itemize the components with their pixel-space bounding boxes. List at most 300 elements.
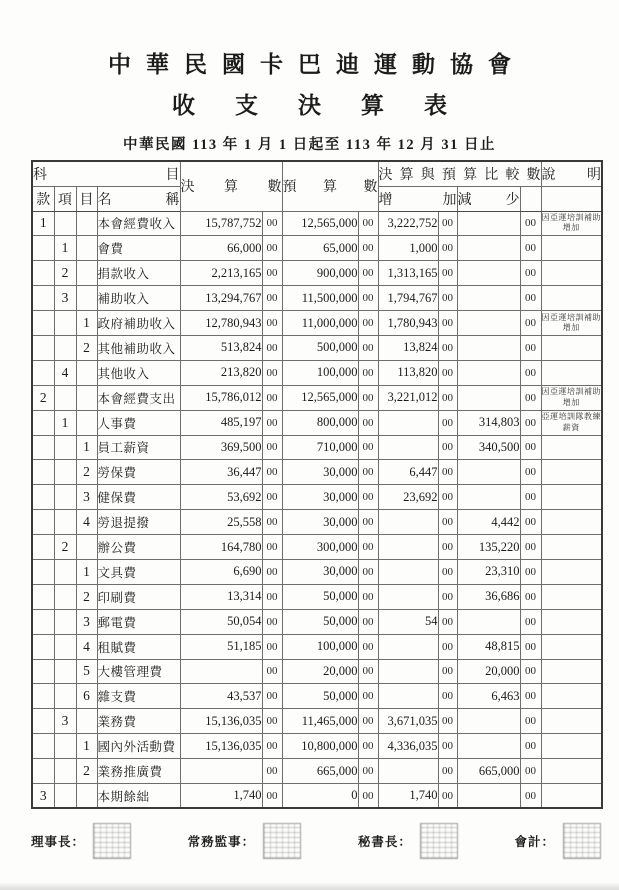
cell-decrease-amount [457, 734, 520, 759]
cell-final-cents: 00 [262, 510, 282, 535]
cell-decrease-cents: 00 [520, 609, 541, 634]
cell-kuan [32, 609, 54, 634]
cell-item-name: 業務推廣費 [97, 759, 180, 784]
cell-mu: 1 [76, 734, 97, 759]
cell-kuan [32, 510, 54, 535]
cell-increase-cents: 00 [438, 286, 457, 311]
cell-xiang [54, 335, 76, 360]
cell-final-cents: 00 [262, 485, 282, 510]
cell-decrease-cents: 00 [520, 734, 541, 759]
cell-increase-amount [378, 759, 438, 784]
cell-budget-amount: 900,000 [282, 261, 358, 286]
cell-decrease-amount: 340,500 [457, 435, 520, 460]
table-row [32, 584, 602, 609]
cell-increase-amount: 113,820 [378, 360, 438, 385]
cell-item-name: 辦公費 [97, 535, 180, 560]
cell-increase-cents: 00 [438, 759, 457, 784]
cell-note [541, 261, 602, 286]
cell-decrease-cents: 00 [520, 410, 541, 435]
cell-decrease-cents: 00 [520, 485, 541, 510]
cell-final-cents: 00 [262, 584, 282, 609]
cell-item-name: 員工薪資 [97, 435, 180, 460]
cell-xiang [54, 759, 76, 784]
cell-decrease-amount: 135,220 [457, 535, 520, 560]
cell-decrease-cents: 00 [520, 311, 541, 336]
cell-budget-cents: 00 [358, 261, 378, 286]
cell-mu [76, 410, 97, 435]
cell-mu [76, 261, 97, 286]
cell-budget-cents: 00 [358, 410, 378, 435]
cell-item-name: 政府補助收入 [97, 311, 180, 336]
budget-table [31, 160, 603, 809]
cell-item-name: 其他補助收入 [97, 335, 180, 360]
cell-budget-amount: 65,000 [282, 236, 358, 261]
cell-note [541, 634, 602, 659]
cell-increase-amount [378, 584, 438, 609]
report-title: 收支決算表 [172, 93, 487, 118]
cell-kuan [32, 410, 54, 435]
cell-increase-amount [378, 659, 438, 684]
table-body [32, 211, 602, 808]
cell-item-name: 租賦費 [97, 634, 180, 659]
cell-increase-amount: 13,824 [378, 335, 438, 360]
cell-decrease-amount: 48,815 [457, 634, 520, 659]
cell-xiang [54, 783, 76, 808]
cell-kuan [32, 335, 54, 360]
header-kuan: 款 [32, 186, 54, 211]
cell-decrease-cents: 00 [520, 211, 541, 236]
cell-decrease-amount [457, 286, 520, 311]
cell-decrease-amount: 36,686 [457, 584, 520, 609]
cell-budget-cents: 00 [358, 584, 378, 609]
cell-final-amount [180, 759, 262, 784]
cell-note: 因亞運培訓補助增加 [541, 385, 602, 410]
cell-decrease-cents: 00 [520, 634, 541, 659]
cell-decrease-cents: 00 [520, 335, 541, 360]
cell-budget-amount: 665,000 [282, 759, 358, 784]
cell-decrease-amount: 20,000 [457, 659, 520, 684]
cell-xiang [54, 435, 76, 460]
cell-budget-amount: 30,000 [282, 510, 358, 535]
cell-note [541, 360, 602, 385]
cell-xiang [54, 460, 76, 485]
cell-budget-amount: 30,000 [282, 559, 358, 584]
cell-final-cents: 00 [262, 211, 282, 236]
cell-mu: 2 [76, 335, 97, 360]
table-row [32, 734, 602, 759]
cell-decrease-amount: 665,000 [457, 759, 520, 784]
cell-kuan [32, 709, 54, 734]
cell-budget-amount: 11,465,000 [282, 709, 358, 734]
cell-mu: 1 [76, 311, 97, 336]
cell-kuan [32, 360, 54, 385]
header-note-blank [541, 186, 602, 211]
cell-xiang: 2 [54, 535, 76, 560]
cell-final-amount: 36,447 [180, 460, 262, 485]
cell-decrease-amount [457, 783, 520, 808]
cell-note [541, 709, 602, 734]
cell-decrease-amount [457, 609, 520, 634]
cell-final-cents: 00 [262, 311, 282, 336]
cell-mu: 4 [76, 634, 97, 659]
cell-budget-amount: 10,800,000 [282, 734, 358, 759]
cell-decrease-amount [457, 360, 520, 385]
cell-xiang: 2 [54, 261, 76, 286]
cell-final-cents: 00 [262, 684, 282, 709]
cell-xiang [54, 510, 76, 535]
cell-budget-amount: 50,000 [282, 609, 358, 634]
table-row [32, 559, 602, 584]
cell-decrease-amount: 23,310 [457, 559, 520, 584]
cell-mu [76, 360, 97, 385]
cell-decrease-amount [457, 335, 520, 360]
cell-note [541, 609, 602, 634]
cell-note: 因亞運培訓補助增加 [541, 211, 602, 236]
cell-note: 因亞運培訓補助增加 [541, 311, 602, 336]
cell-item-name: 其他收入 [97, 360, 180, 385]
cell-final-amount: 15,136,035 [180, 709, 262, 734]
cell-decrease-cents: 00 [520, 659, 541, 684]
supervisor-label: 常務監事： [187, 835, 256, 850]
cell-xiang [54, 609, 76, 634]
cell-note [541, 535, 602, 560]
cell-final-cents: 00 [262, 535, 282, 560]
cell-budget-cents: 00 [358, 435, 378, 460]
cell-decrease-cents: 00 [520, 559, 541, 584]
cell-increase-amount [378, 435, 438, 460]
cell-decrease-amount [457, 460, 520, 485]
cell-kuan [32, 559, 54, 584]
cell-final-amount: 12,780,943 [180, 311, 262, 336]
cell-mu: 2 [76, 460, 97, 485]
cell-final-amount: 513,824 [180, 335, 262, 360]
cell-increase-amount [378, 684, 438, 709]
cell-xiang [54, 584, 76, 609]
cell-budget-amount: 11,000,000 [282, 311, 358, 336]
table-row [32, 360, 602, 385]
cell-budget-cents: 00 [358, 783, 378, 808]
cell-xiang [54, 659, 76, 684]
cell-item-name: 勞退提撥 [97, 510, 180, 535]
cell-budget-cents: 00 [358, 609, 378, 634]
cell-xiang [54, 684, 76, 709]
cell-decrease-amount [457, 311, 520, 336]
cell-note [541, 286, 602, 311]
cell-final-cents: 00 [262, 659, 282, 684]
cell-final-cents: 00 [262, 783, 282, 808]
table-row [32, 609, 602, 634]
cell-budget-cents: 00 [358, 510, 378, 535]
cell-note [541, 783, 602, 808]
cell-decrease-amount: 6,463 [457, 684, 520, 709]
seal-stamp [93, 823, 131, 859]
cell-increase-amount: 1,780,943 [378, 311, 438, 336]
cell-mu [76, 535, 97, 560]
cell-mu [76, 783, 97, 808]
cell-note: 亞運培訓隊教練薪資 [541, 410, 602, 435]
cell-increase-amount: 1,313,165 [378, 261, 438, 286]
cell-mu: 3 [76, 609, 97, 634]
cell-increase-amount [378, 510, 438, 535]
header-decrease: 減少 [457, 186, 520, 211]
cell-xiang [54, 634, 76, 659]
cell-final-cents: 00 [262, 609, 282, 634]
table-row [32, 261, 602, 286]
cell-decrease-amount: 314,803 [457, 410, 520, 435]
cell-note [541, 734, 602, 759]
cell-kuan [32, 435, 54, 460]
cell-decrease-amount [457, 236, 520, 261]
cell-increase-cents: 00 [438, 360, 457, 385]
cell-decrease-cents: 00 [520, 584, 541, 609]
table-header [32, 161, 602, 211]
table-row [32, 385, 602, 410]
cell-xiang [54, 211, 76, 236]
table-row [32, 759, 602, 784]
accountant-label: 會計： [514, 835, 555, 850]
cell-increase-amount [378, 410, 438, 435]
cell-kuan [32, 261, 54, 286]
cell-increase-cents: 00 [438, 410, 457, 435]
cell-increase-cents: 00 [438, 510, 457, 535]
cell-increase-amount [378, 634, 438, 659]
cell-kuan [32, 236, 54, 261]
cell-budget-amount: 100,000 [282, 360, 358, 385]
cell-increase-amount: 3,671,035 [378, 709, 438, 734]
cell-kuan: 2 [32, 385, 54, 410]
table-row [32, 634, 602, 659]
cell-item-name: 本期餘絀 [97, 783, 180, 808]
cell-kuan [32, 584, 54, 609]
cell-note [541, 435, 602, 460]
header-final-amount: 決算數 [180, 161, 282, 211]
header-mu: 目 [76, 186, 97, 211]
cell-item-name: 會費 [97, 236, 180, 261]
cell-decrease-cents: 00 [520, 759, 541, 784]
cell-item-name: 印刷費 [97, 584, 180, 609]
table-row [32, 535, 602, 560]
signature-supervisor [188, 823, 302, 859]
cell-decrease-cents: 00 [520, 460, 541, 485]
table-row [32, 211, 602, 236]
cell-increase-amount: 3,221,012 [378, 385, 438, 410]
header-row-1 [32, 161, 602, 186]
cell-final-amount: 6,690 [180, 559, 262, 584]
cell-note [541, 559, 602, 584]
cell-xiang [54, 559, 76, 584]
cell-xiang: 1 [54, 410, 76, 435]
cell-final-cents: 00 [262, 236, 282, 261]
cell-decrease-cents: 00 [520, 709, 541, 734]
cell-final-amount: 1,740 [180, 783, 262, 808]
cell-increase-amount: 1,000 [378, 236, 438, 261]
cell-mu: 5 [76, 659, 97, 684]
cell-increase-cents: 00 [438, 485, 457, 510]
cell-budget-cents: 00 [358, 360, 378, 385]
cell-final-amount: 13,294,767 [180, 286, 262, 311]
cell-final-cents: 00 [262, 261, 282, 286]
cell-final-cents: 00 [262, 759, 282, 784]
header-note: 說明 [541, 161, 602, 186]
cell-budget-cents: 00 [358, 335, 378, 360]
cell-increase-amount: 1,740 [378, 783, 438, 808]
cell-increase-cents: 00 [438, 435, 457, 460]
header-comparison: 決算與預算比較數 [378, 161, 541, 186]
cell-increase-amount: 4,336,035 [378, 734, 438, 759]
cell-budget-cents: 00 [358, 684, 378, 709]
cell-budget-cents: 00 [358, 485, 378, 510]
cell-final-amount: 369,500 [180, 435, 262, 460]
cell-decrease-cents: 00 [520, 261, 541, 286]
table-row [32, 335, 602, 360]
cell-final-cents: 00 [262, 460, 282, 485]
table-row [32, 510, 602, 535]
cell-decrease-cents: 00 [520, 360, 541, 385]
cell-increase-cents: 00 [438, 211, 457, 236]
cell-increase-cents: 00 [438, 684, 457, 709]
cell-final-cents: 00 [262, 385, 282, 410]
cell-budget-cents: 00 [358, 759, 378, 784]
cell-increase-cents: 00 [438, 261, 457, 286]
cell-mu [76, 709, 97, 734]
cell-budget-amount: 0 [282, 783, 358, 808]
cell-xiang: 3 [54, 286, 76, 311]
cell-final-amount: 164,780 [180, 535, 262, 560]
cell-decrease-cents: 00 [520, 435, 541, 460]
cell-final-amount: 485,197 [180, 410, 262, 435]
cell-kuan: 3 [32, 783, 54, 808]
cell-item-name: 本會經費支出 [97, 385, 180, 410]
cell-kuan [32, 759, 54, 784]
cell-mu [76, 211, 97, 236]
cell-budget-cents: 00 [358, 709, 378, 734]
header-decrease-cents-blank [520, 186, 541, 211]
cell-kuan [32, 634, 54, 659]
cell-budget-cents: 00 [358, 211, 378, 236]
cell-mu: 3 [76, 485, 97, 510]
cell-note [541, 759, 602, 784]
signature-chairman [31, 823, 131, 859]
cell-xiang: 4 [54, 360, 76, 385]
cell-kuan [32, 734, 54, 759]
header-increase: 增加 [378, 186, 457, 211]
cell-budget-amount: 300,000 [282, 535, 358, 560]
cell-increase-cents: 00 [438, 236, 457, 261]
cell-item-name: 人事費 [97, 410, 180, 435]
cell-increase-amount: 23,692 [378, 485, 438, 510]
table-row [32, 485, 602, 510]
cell-final-cents: 00 [262, 634, 282, 659]
cell-budget-amount: 12,565,000 [282, 385, 358, 410]
cell-xiang: 3 [54, 709, 76, 734]
cell-decrease-cents: 00 [520, 535, 541, 560]
cell-item-name: 郵電費 [97, 609, 180, 634]
cell-increase-amount: 3,222,752 [378, 211, 438, 236]
cell-item-name: 業務費 [97, 709, 180, 734]
cell-mu [76, 286, 97, 311]
cell-budget-amount: 50,000 [282, 584, 358, 609]
cell-increase-amount [378, 535, 438, 560]
cell-decrease-amount: 4,442 [457, 510, 520, 535]
cell-final-amount: 15,787,752 [180, 211, 262, 236]
header-budget-amount: 預算數 [282, 161, 378, 211]
cell-kuan [32, 485, 54, 510]
table-row [32, 311, 602, 336]
cell-increase-cents: 00 [438, 559, 457, 584]
cell-item-name: 健保費 [97, 485, 180, 510]
cell-increase-amount [378, 559, 438, 584]
cell-budget-amount: 30,000 [282, 485, 358, 510]
organization-title: 中華民國卡巴迪運動協會 [108, 52, 526, 77]
cell-budget-cents: 00 [358, 460, 378, 485]
cell-final-cents: 00 [262, 335, 282, 360]
cell-final-cents: 00 [262, 709, 282, 734]
cell-budget-amount: 11,500,000 [282, 286, 358, 311]
cell-note [541, 584, 602, 609]
cell-final-cents: 00 [262, 410, 282, 435]
cell-decrease-cents: 00 [520, 286, 541, 311]
cell-budget-cents: 00 [358, 734, 378, 759]
cell-final-amount: 15,136,035 [180, 734, 262, 759]
cell-kuan [32, 659, 54, 684]
cell-increase-cents: 00 [438, 709, 457, 734]
table-row [32, 410, 602, 435]
cell-budget-amount: 12,565,000 [282, 211, 358, 236]
cell-mu: 2 [76, 759, 97, 784]
cell-note [541, 659, 602, 684]
cell-decrease-amount [457, 211, 520, 236]
table-row [32, 783, 602, 808]
signature-secretary-general [358, 823, 458, 859]
cell-increase-cents: 00 [438, 783, 457, 808]
cell-decrease-amount [457, 385, 520, 410]
cell-kuan [32, 460, 54, 485]
cell-xiang [54, 734, 76, 759]
cell-decrease-cents: 00 [520, 684, 541, 709]
cell-increase-amount: 1,794,767 [378, 286, 438, 311]
cell-final-amount: 43,537 [180, 684, 262, 709]
cell-kuan [32, 684, 54, 709]
table-row [32, 236, 602, 261]
header-xiang: 項 [54, 186, 76, 211]
header-name: 名稱 [97, 186, 180, 211]
cell-increase-cents: 00 [438, 311, 457, 336]
cell-increase-cents: 00 [438, 609, 457, 634]
cell-budget-cents: 00 [358, 535, 378, 560]
cell-xiang [54, 385, 76, 410]
cell-increase-cents: 00 [438, 634, 457, 659]
cell-budget-cents: 00 [358, 286, 378, 311]
cell-final-amount [180, 659, 262, 684]
cell-item-name: 國內外活動費 [97, 734, 180, 759]
scan-artifact [0, 882, 619, 890]
cell-xiang: 1 [54, 236, 76, 261]
cell-decrease-cents: 00 [520, 783, 541, 808]
cell-mu: 2 [76, 584, 97, 609]
cell-budget-cents: 00 [358, 311, 378, 336]
cell-budget-amount: 20,000 [282, 659, 358, 684]
cell-budget-cents: 00 [358, 236, 378, 261]
cell-increase-cents: 00 [438, 460, 457, 485]
cell-increase-cents: 00 [438, 659, 457, 684]
cell-kuan [32, 535, 54, 560]
cell-item-name: 文具費 [97, 559, 180, 584]
cell-decrease-cents: 00 [520, 510, 541, 535]
secretary-general-label: 秘書長： [357, 835, 412, 850]
cell-increase-cents: 00 [438, 734, 457, 759]
table-row [32, 684, 602, 709]
cell-increase-cents: 00 [438, 535, 457, 560]
